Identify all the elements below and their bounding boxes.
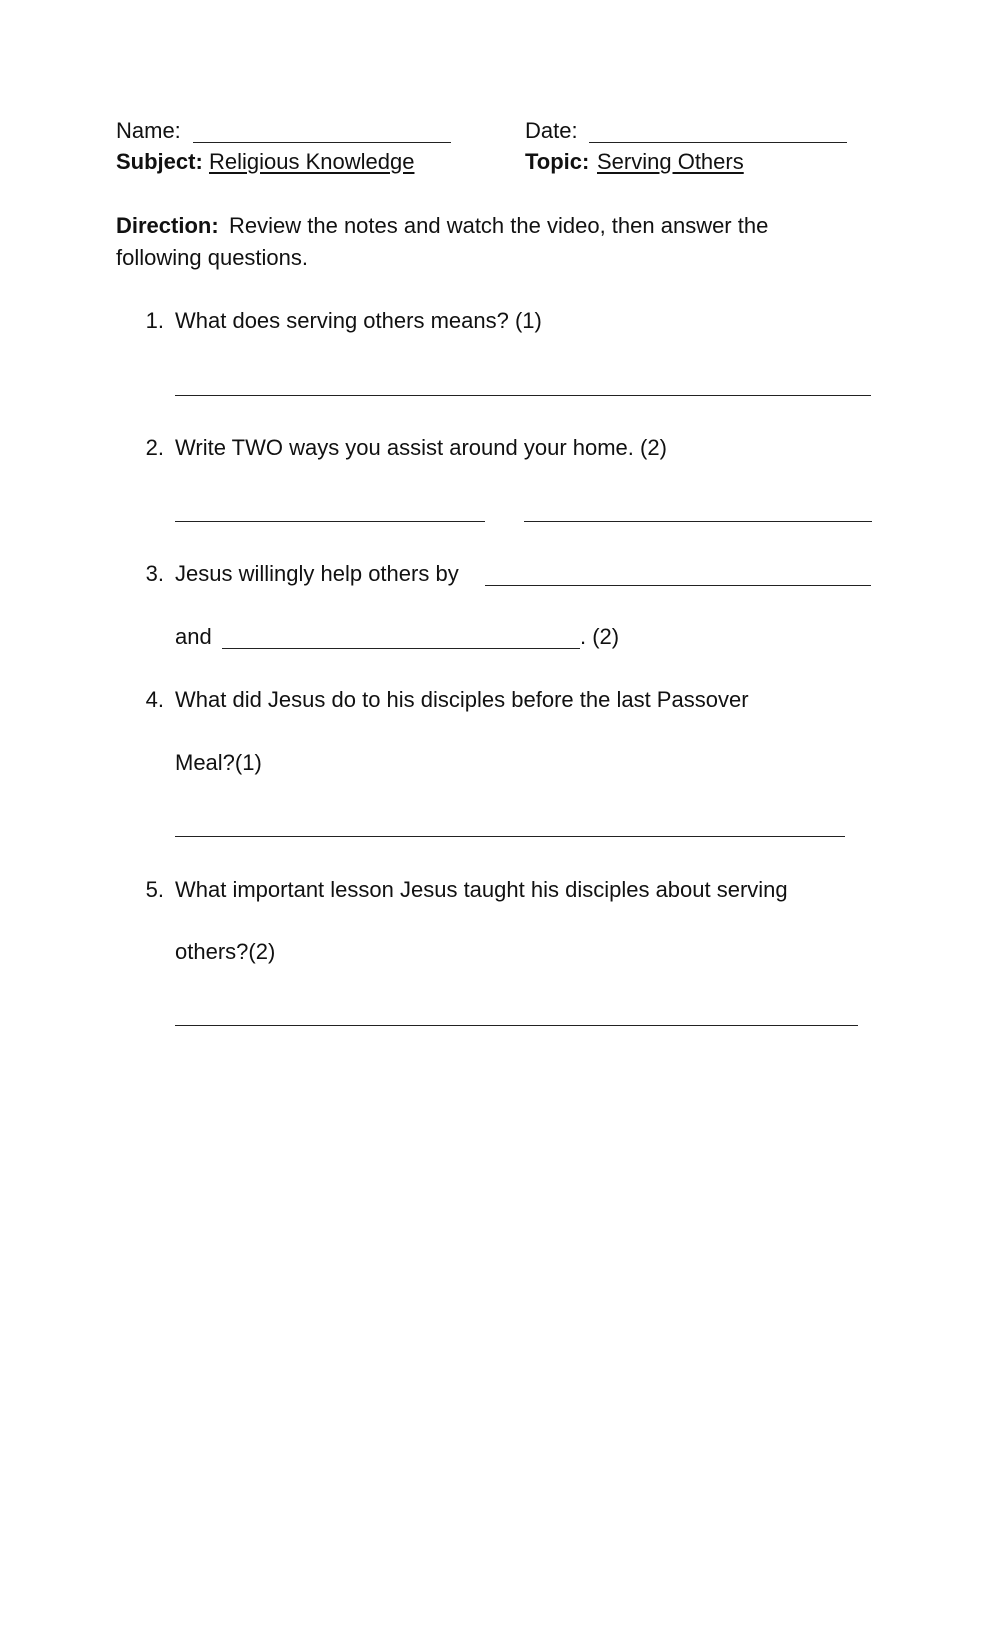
question-4-number: 4. (145, 687, 164, 712)
question-3-number: 3. (145, 561, 164, 586)
question-5-text-line1: What important lesson Jesus taught his disciples about serving (175, 877, 788, 902)
question-3-marks: . (2) (580, 624, 620, 649)
direction-text-line2: following questions. (116, 245, 309, 270)
direction-text-line1: Review the notes and watch the video, then answer the (229, 213, 769, 238)
question-5-text-line2: others?(2) (175, 939, 276, 964)
date-label: Date: (525, 118, 578, 143)
topic-value: Serving Others (597, 149, 744, 174)
question-4-text-line1: What did Jesus do to his disciples before the last Passover (175, 687, 749, 712)
question-3-and-text: and (175, 624, 212, 649)
question-1-text: What does serving others means? (1) (175, 308, 542, 333)
question-5-answer-line[interactable] (175, 1025, 858, 1026)
name-input-line[interactable] (193, 142, 451, 143)
question-2-text: Write TWO ways you assist around your home. (2) (175, 435, 667, 460)
topic-label: Topic: (525, 149, 590, 174)
name-label: Name: (116, 118, 181, 143)
question-1-answer-line[interactable] (175, 395, 871, 396)
question-2-number: 2. (145, 435, 164, 460)
question-5-number: 5. (145, 877, 164, 902)
question-2-answer-line-2[interactable] (524, 521, 872, 522)
question-2-answer-line-1[interactable] (175, 521, 485, 522)
question-3-text: Jesus willingly help others by (175, 561, 459, 586)
subject-label: Subject: (116, 149, 203, 174)
direction-label: Direction: (116, 213, 219, 238)
question-1-number: 1. (145, 308, 164, 333)
question-3-answer-line-1[interactable] (485, 585, 871, 586)
date-input-line[interactable] (589, 142, 847, 143)
question-4-answer-line[interactable] (175, 836, 845, 837)
question-4-text-line2: Meal?(1) (175, 750, 262, 775)
subject-value: Religious Knowledge (209, 149, 415, 174)
question-3-answer-line-2[interactable] (222, 648, 580, 649)
